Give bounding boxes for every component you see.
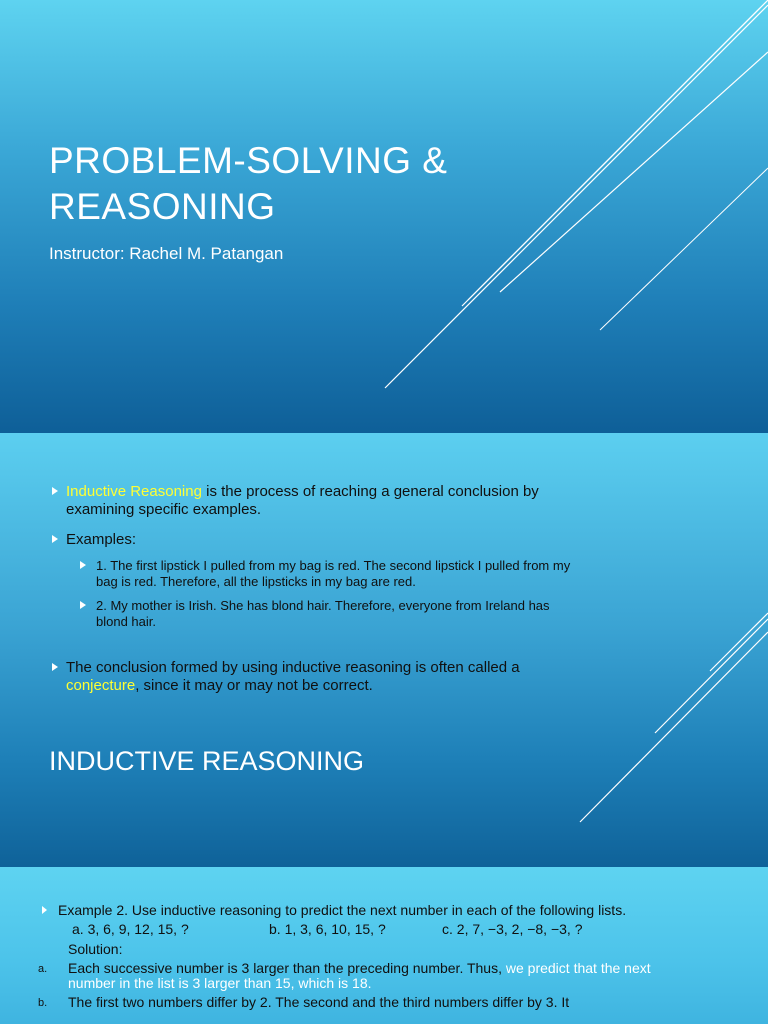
bullet-conjecture: The conclusion formed by using inductive reasoning is often called a conjecture, since it may or may not be correct. <box>52 659 582 695</box>
example-2: 2. My mother is Irish. She has blond hair. Therefore, everyone from Ireland has blond hair. <box>52 598 582 630</box>
term-highlight: conjecture <box>66 677 136 694</box>
slide-title: INDUCTIVE REASONING <box>49 746 365 776</box>
bullet-arrow-icon <box>42 906 47 914</box>
example-1: 1. The first lipstick I pulled from my bag is red. The second lipstick I pulled from my bag is red. Therefore, all the lipsticks in my bag are red. <box>52 558 582 590</box>
bullet-arrow-icon <box>80 601 86 609</box>
slide-title: PROBLEM-SOLVING & REASONING <box>49 140 448 227</box>
list-label: b. <box>38 997 48 1009</box>
example-slide <box>0 867 768 1024</box>
bullet-definition: Inductive Reasoning is the process of reaching a general conclusion by examining specific examples. <box>52 483 582 519</box>
bullet-examples: Examples: <box>52 531 582 549</box>
term-highlight: Inductive Reasoning <box>66 483 202 500</box>
inductive-reasoning-slide <box>0 433 768 867</box>
option-a: a. 3, 6, 9, 12, 15, ? <box>72 921 189 937</box>
solution-a: a. Each successive number is 3 larger than the preceding number. Thus, we predict that the next number in the list is 3 larger than 15, which is 18. <box>38 960 651 991</box>
bullet-arrow-icon <box>52 663 58 671</box>
solution-label: Solution: <box>68 941 123 957</box>
slide-content <box>38 902 682 1010</box>
title-slide <box>0 0 768 433</box>
list-label: a. <box>38 963 48 975</box>
example-options <box>42 922 682 937</box>
bullet-arrow-icon <box>80 561 86 569</box>
option-c: c. 2, 7, −3, 2, −8, −3, ? <box>442 921 583 937</box>
option-b: b. 1, 3, 6, 10, 15, ? <box>269 921 386 937</box>
bullet-example-2: Example 2. Use inductive reasoning to predict the next number in each of the following lists. <box>42 903 682 918</box>
bullet-arrow-icon <box>52 535 58 543</box>
slide-subtitle: Instructor: Rachel M. Patangan <box>49 244 284 263</box>
slide-content <box>52 483 582 695</box>
solution-b: b. The first two numbers differ by 2. The second and the third numbers differ by 3. It <box>38 994 570 1010</box>
bullet-arrow-icon <box>52 487 58 495</box>
